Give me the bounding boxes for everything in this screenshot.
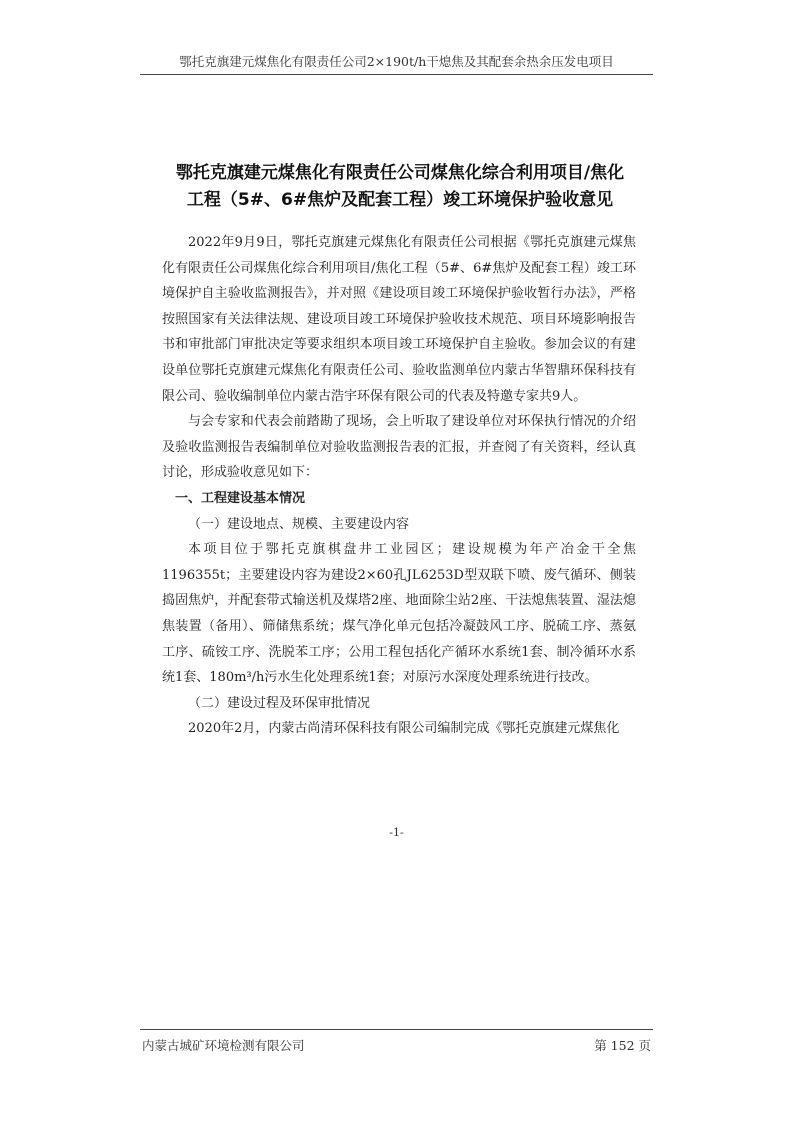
document-body (162, 230, 636, 742)
section-heading-1: 一、工程建设基本情况 (175, 490, 306, 506)
paragraph-approval: 2020年2月，内蒙古尚清环保科技有限公司编制完成《鄂托克旗建元煤焦化 (188, 721, 620, 737)
document-title (160, 160, 640, 214)
paragraph-project-content: 本项目位于鄂托克旗棋盘井工业园区；建设规模为年产冶金干全焦1196355t；主要建设内容为建设2×60孔JL6253D型双联下喷、废气循环、侧装捣固焦炉，并配套带式输送机及煤塔2座、地面除尘站2座、干法熄焦装置、湿法熄焦装置（备用）、筛储焦系统；煤气净化单元包括冷凝鼓风工序、脱硫工序、蒸氨工序、硫铵工序、洗脱苯工序；公用工程包括化产循环水系统1套、制冷循环水系统1套、180m³/h污水生化处理系统1套；对原污水深度处理系统进行技改。 (162, 542, 636, 686)
title-line-2: 工程（5#、6#焦炉及配套工程）竣工环境保护验收意见 (186, 190, 614, 210)
footer-page-label: 第 152 页 (594, 1038, 651, 1053)
subsection-heading-2: （二）建设过程及环保审批情况 (188, 695, 371, 711)
page-header: 鄂托克旗建元煤焦化有限责任公司2×190t/h干熄焦及其配套余热余压发电项目 (179, 54, 614, 69)
paragraph-meeting: 与会专家和代表会前踏勘了现场，会上听取了建设单位对环保执行情况的介绍及验收监测报告表编制单位对验收监测报告表的汇报，并查阅了有关资料，经认真讨论，形成验收意见如下： (162, 414, 636, 481)
title-line-1: 鄂托克旗建元煤焦化有限责任公司煤焦化综合利用项目/焦化 (175, 163, 625, 183)
page-number: -1- (389, 826, 404, 839)
header-rule (140, 74, 653, 75)
footer-rule (140, 1029, 653, 1030)
subsection-heading-1: （一）建设地点、规模、主要建设内容 (188, 516, 410, 532)
footer-company: 内蒙古城矿环境检测有限公司 (142, 1038, 305, 1053)
paragraph-intro: 2022年9月9日，鄂托克旗建元煤焦化有限责任公司根据《鄂托克旗建元煤焦化有限责任公司煤焦化综合利用项目/焦化工程（5#、6#焦炉及配套工程）竣工环境保护自主验收监测报告》，并对照《建设项目竣工环境保护验收暂行办法》，严格按照国家有关法律法规、建设项目竣工环境保护验收技术规范、项目环境影响报告书和审批部门审批决定等要求组织本项目竣工环境保护自主验收。参加会议的有建设单位鄂托克旗建元煤焦化有限责任公司、验收监测单位内蒙古华智鼎环保科技有限公司、验收编制单位内蒙古浩宇环保有限公司的代表及特邀专家共9人。 (162, 235, 636, 404)
